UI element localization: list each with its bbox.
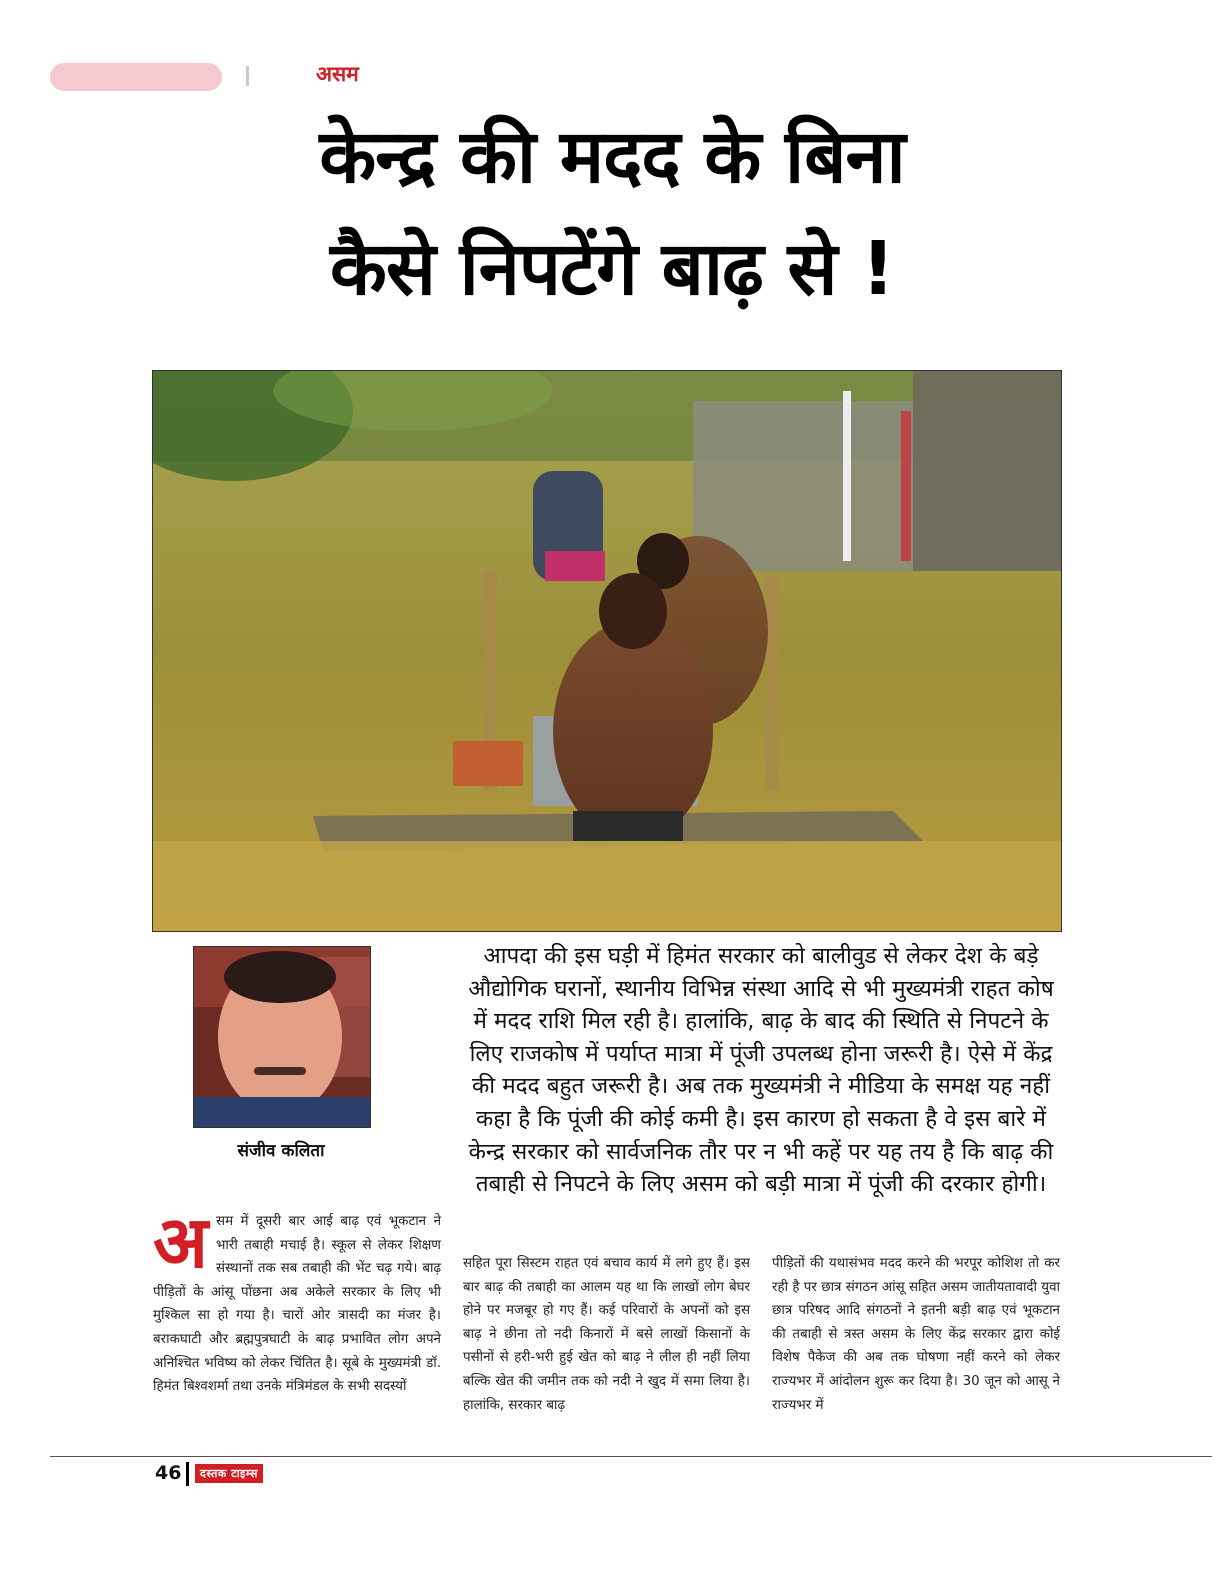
article-column-3: पीड़ितों की यथासंभव मदद करने की भरपूर कोशिश तो कर रही है पर छात्र संगठन आंसू सहित असम जातीयतावादी युवा छात्र परिषद आदि संगठनों ने इतनी बड़ी बाढ़ एवं भूकटान की तबाही से त्रस्त असम के लिए केंद्र सरकार द्वारा कोई विशेष पैकेज की अब तक घोषणा नहीं करने को लेकर राज्यभर में आंदोलन शुरू कर दिया है। 30 जून को आसू ने राज्यभर में — [772, 1256, 1060, 1413]
header-divider — [246, 66, 249, 86]
page-number: 46 — [155, 1462, 182, 1484]
publication-logo: दस्तक टाइम्स — [195, 1464, 263, 1483]
author-photo — [193, 946, 371, 1128]
headline-line-2: कैसे निपटेंगे बाढ़ से ! — [330, 226, 894, 312]
pull-quote: आपदा की इस घड़ी में हिमंत सरकार को बालीवुड से लेकर देश के बड़े औद्योगिक घरानों, स्थानीय विभिन्न संस्था आदि से भी मुख्यमंत्री राहत कोष में मदद राशि मिल रही है। हालांकि, बाढ़ के बाद की स्थिति से निपटने के लिए राजकोष में पर्याप्त मात्रा में पूंजी उपलब्ध होना जरूरी है। ऐसे में केंद्र की मदद बहुत जरूरी है। अब तक मुख्यमंत्री ने मीडिया के समक्ष यह नहीं कहा है कि पूंजी की कोई कमी है। इस कारण हो सकता है वे इस बारे में केन्द्र सरकार को सार्वजनिक तौर पर न भी कहें पर यह तय है कि बाढ़ की तबाही से निपटने के लिए असम को बड़ी मात्रा में पूंजी की दरकार होगी। — [468, 943, 1054, 1198]
article-column-2: सहित पूरा सिस्टम राहत एवं बचाव कार्य में लगे हुए हैं। इस बार बाढ़ की तबाही का आलम यह था कि लाखों लोग बेघर होने पर मजबूर हो गए हैं। कई परिवारों के अपनों को इस बाढ़ ने छीना तो नदी किनारों में बसे लाखों किसानों के पसीनों से हरी-भरी हुई खेत को बाढ़ ने लील ही नहीं लिया बल्कि खेत की जमीन तक को नदी ने खुद में समा लिया है। हालांकि, सरकार बाढ़ — [463, 1256, 750, 1413]
drop-cap: अ — [153, 1199, 209, 1284]
section-label: असम — [316, 62, 359, 86]
footer-divider — [50, 1456, 1212, 1457]
footer-bar — [186, 1462, 189, 1486]
article-column-1 — [153, 1199, 441, 1399]
headline-line-1: केन्द्र की मदद के बिना — [319, 114, 905, 200]
author-caption: संजीव कलिता — [237, 1141, 325, 1161]
flood-photo — [152, 370, 1062, 932]
section-pill — [50, 63, 222, 91]
column-1-text: सम में दूसरी बार आई बाढ़ एवं भूकटान ने भारी तबाही मचाई है। स्कूल से लेकर शिक्षण संस्थानों तक सब तबाही की भेंट चढ़ गये। बाढ़ पीड़ितों के आंसू पोंछना अब अकेले सरकार के लिए भी मुश्किल सा हो गया है। चारों ओर त्रासदी का मंजर है। बराकघाटी और ब्रह्मपुत्रघाटी के बाढ़ प्रभावित लोग अपने अनिश्चित भविष्य को लेकर चिंतित है। सूबे के मुख्यमंत्री डॉ. हिमंत बिश्वशर्मा तथा उनके मंत्रिमंडल के सभी सदस्यों — [153, 1214, 441, 1395]
